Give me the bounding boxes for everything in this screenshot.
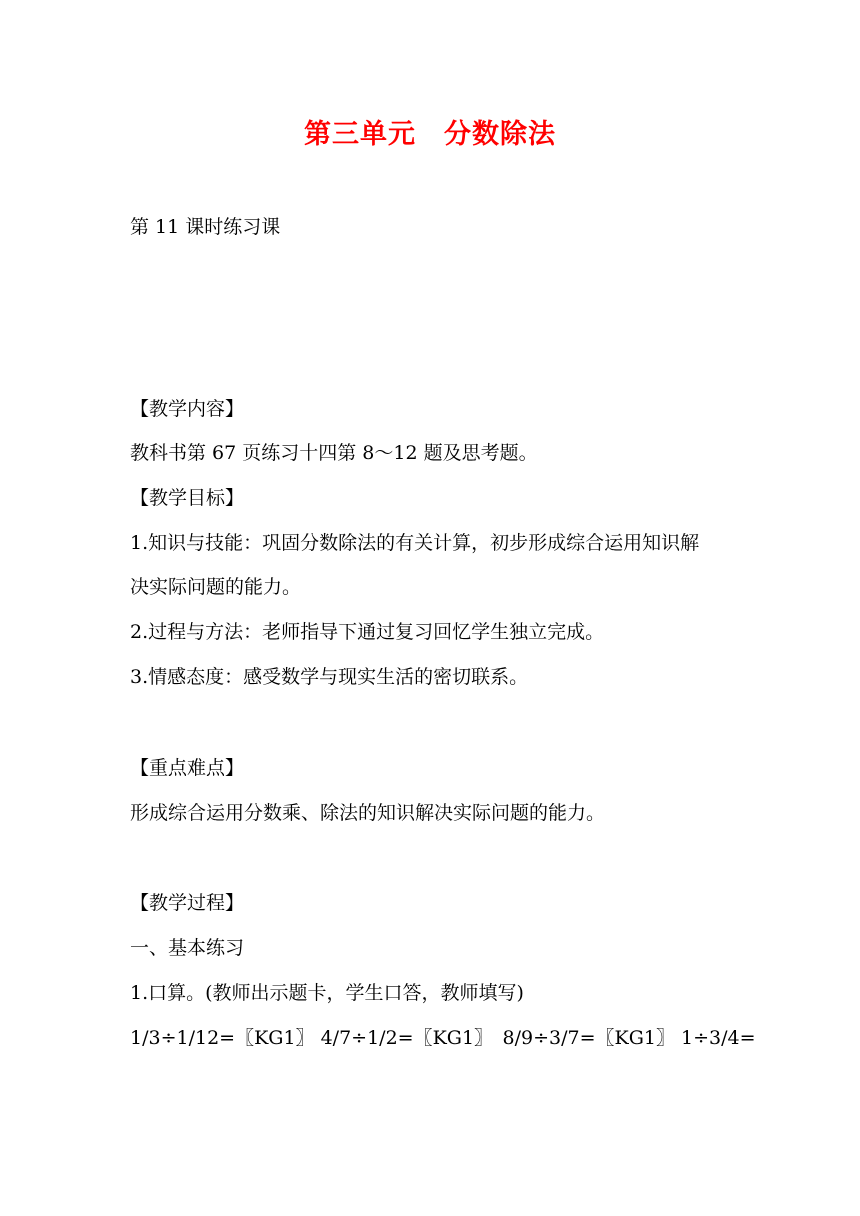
oral-calc-instruction: 1.口算。(教师出示题卡，学生口答，教师填写) bbox=[130, 982, 524, 1004]
goals-heading: 【教学目标】 bbox=[130, 487, 245, 509]
process-heading: 【教学过程】 bbox=[130, 892, 245, 914]
basic-practice-heading: 一、基本练习 bbox=[130, 937, 245, 959]
goal-1-line-1: 1.知识与技能：巩固分数除法的有关计算，初步形成综合运用知识解 bbox=[130, 532, 700, 554]
content-heading: 【教学内容】 bbox=[130, 398, 245, 420]
goal-1-line-2: 决实际问题的能力。 bbox=[130, 576, 302, 598]
goal-2: 2.过程与方法：老师指导下通过复习回忆学生独立完成。 bbox=[130, 621, 605, 643]
calc-row: 1/3÷1/12=〖KG1〗 4/7÷1/2=〖KG1〗 8/9÷3/7=〖KG1〗 1÷3/4= bbox=[130, 1027, 756, 1049]
key-points-text: 形成综合运用分数乘、除法的知识解决实际问题的能力。 bbox=[130, 802, 606, 824]
lesson-subtitle: 第 11 课时练习课 bbox=[130, 216, 281, 238]
goal-3: 3.情感态度：感受数学与现实生活的密切联系。 bbox=[130, 666, 529, 688]
key-points-heading: 【重点难点】 bbox=[130, 757, 245, 779]
document-title: 第三单元 分数除法 bbox=[304, 119, 556, 150]
content-text: 教科书第 67 页练习十四第 8～12 题及思考题。 bbox=[130, 442, 538, 464]
